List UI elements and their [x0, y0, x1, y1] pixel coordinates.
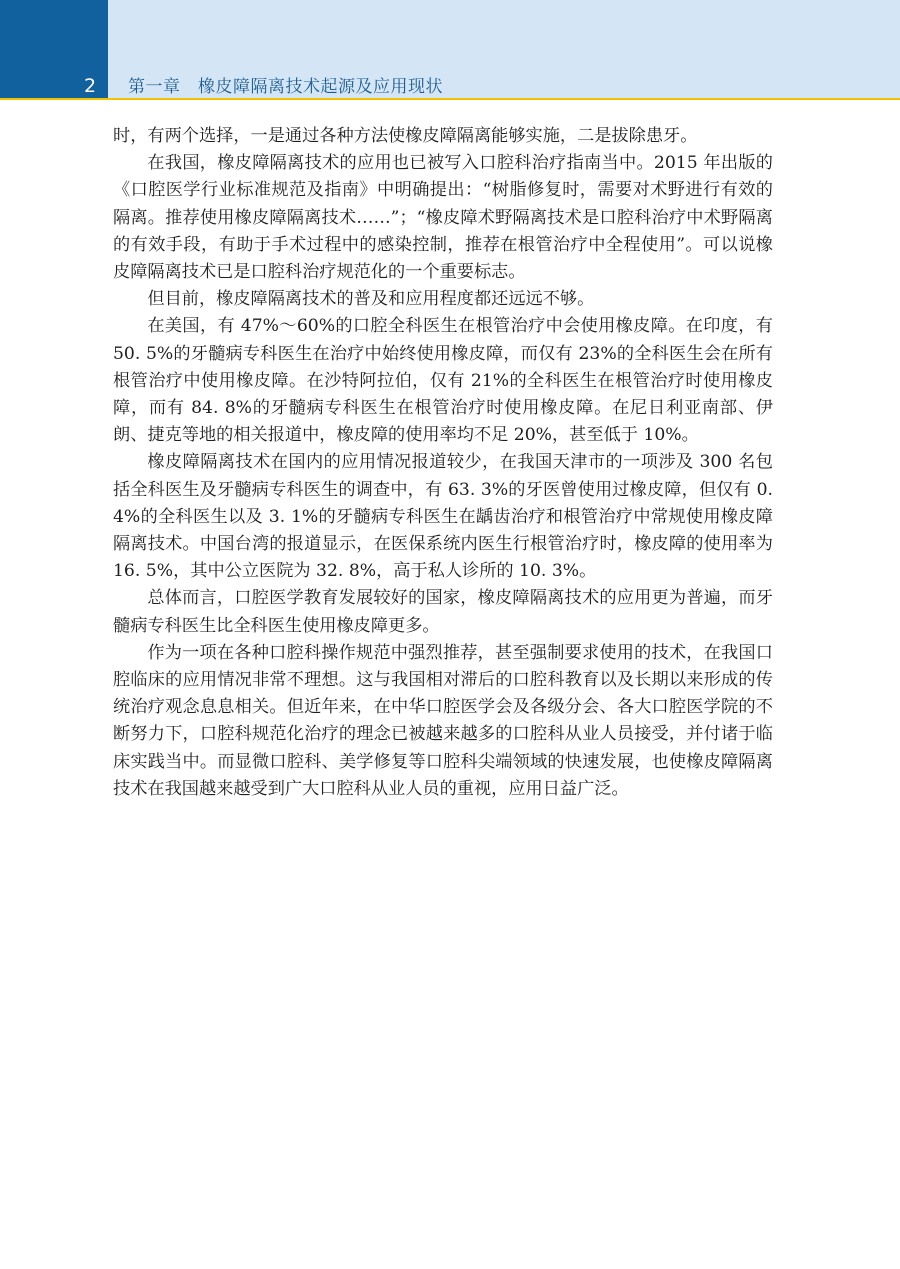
paragraph-domestic-usage: 橡皮障隔离技术在国内的应用情况报道较少，在我国天津市的一项涉及 300 名包括全科医生及牙髓病专科医生的调查中，有 63. 3%的牙医曾使用过橡皮障，但仅有 0. 4%的全科医生以及 3. 1%的牙髓病专科医生在龋齿治疗和根管治疗中常规使用橡皮障隔离技术。中国台湾的报道显示，在医保系统内医生行根管治疗时，橡皮障的使用率为 16. 5%，其中公立医院为 32. 8%，高于私人诊所的 10. 3%。	[113, 452, 773, 582]
paragraph-outlook: 作为一项在各种口腔科操作规范中强烈推荐，甚至强制要求使用的技术，在我国口腔临床的应用情况非常不理想。这与我国相对滞后的口腔科教育以及长期以来形成的传统治疗观念息息相关。但近年来，在中华口腔医学会及各级分会、各大口腔医学院的不断努力下，口腔科规范化治疗的理念已被越来越多的口腔科从业人员接受，并付诸于临床实践当中。而显微口腔科、美学修复等口腔科尖端领域的快速发展，也使橡皮障隔离技术在我国越来越受到广大口腔科从业人员的重视，应用日益广泛。	[113, 642, 773, 799]
body-text	[113, 123, 773, 803]
page-number: 2	[84, 75, 97, 97]
paragraph-international-usage: 在美国，有 47%～60%的口腔全科医生在根管治疗中会使用橡皮障。在印度，有 50. 5%的牙髓病专科医生在治疗中始终使用橡皮障，而仅有 23%的全科医生会在所有根管治疗中使用橡皮障。在沙特阿拉伯，仅有 21%的全科医生在根管治疗时使用橡皮障，而有 84. 8%的牙髓病专科医生在根管治疗时使用橡皮障。在尼日利亚南部、伊朗、捷克等地的相关报道中，橡皮障的使用率均不足 20%，甚至低于 10%。	[113, 316, 773, 446]
paragraph-continuation: 时，有两个选择，一是通过各种方法使橡皮障隔离能够实施，二是拔除患牙。	[113, 126, 698, 146]
paragraph-guidelines: 在我国，橡皮障隔离技术的应用也已被写入口腔科治疗指南当中。2015 年出版的《口腔医学行业标准规范及指南》中明确提出：“树脂修复时，需要对术野进行有效的隔离。推荐使用橡皮障隔离技术……”；“橡皮障术野隔离技术是口腔科治疗中术野隔离的有效手段，有助于手术过程中的感染控制，推荐在根管治疗中全程使用”。可以说橡皮障隔离技术已是口腔科治疗规范化的一个重要标志。	[113, 153, 773, 283]
chapter-title: 第一章 橡皮障隔离技术起源及应用现状	[128, 77, 443, 97]
paragraph-summary: 总体而言，口腔医学教育发展较好的国家，橡皮障隔离技术的应用更为普遍，而牙髓病专科医生比全科医生使用橡皮障更多。	[113, 588, 773, 636]
paragraph-current-status: 但目前，橡皮障隔离技术的普及和应用程度都还远远不够。	[147, 289, 595, 310]
header-divider	[0, 98, 900, 100]
